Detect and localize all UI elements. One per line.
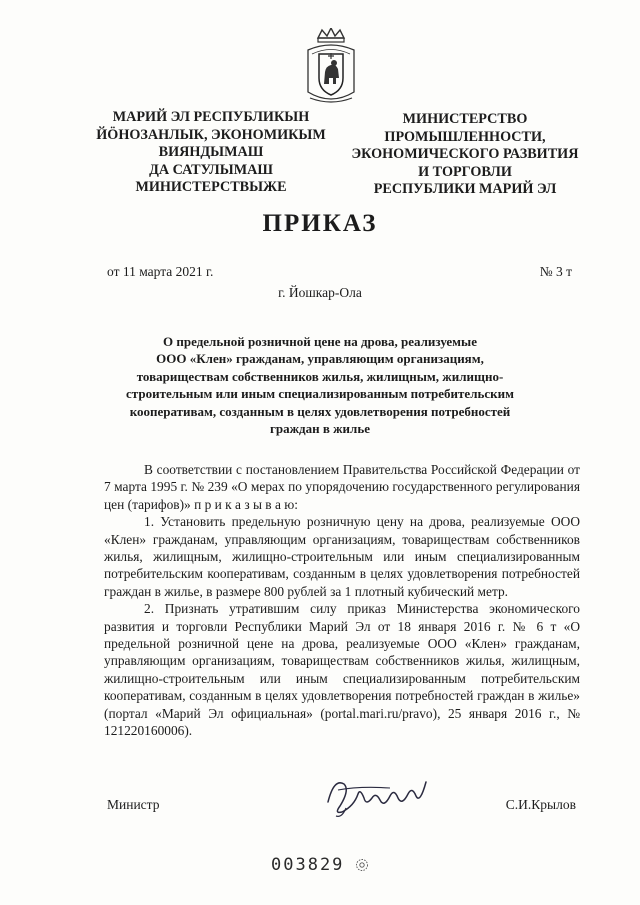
document-title: ПРИКАЗ xyxy=(262,210,378,237)
header-right-line: РЕСПУБЛИКИ МАРИЙ ЭЛ xyxy=(373,181,557,198)
body-paragraph-item-1: 1. Установить предельную розничную цену на дрова, реализуемые ООО «Клен» гражданам, управляющим организациям, товариществам собственников жилья, жилищным, жилищно-строительным или иным специализированным потребительским кооперативам, созданным в целях удовлетворения потребностей граждан в жилье, в размере 800 рублей за 1 плотный кубический метр. xyxy=(104,514,580,599)
order-subject xyxy=(100,333,540,437)
header-right-line: ПРОМЫШЛЕННОСТИ, xyxy=(384,128,546,145)
order-number: № 3 т xyxy=(539,264,572,279)
coat-of-arms-icon xyxy=(300,28,362,108)
order-city: г. Йошкар-Ола xyxy=(278,285,362,300)
signatory-name: С.И.Крылов xyxy=(505,797,576,812)
signatory-position: Министр xyxy=(107,797,160,812)
header-left-block xyxy=(92,109,330,197)
header-right-line: ЭКОНОМИЧЕСКОГО РАЗВИТИЯ xyxy=(351,146,579,163)
header-left-line: МАРИЙ ЭЛ РЕСПУБЛИКЫН xyxy=(112,109,310,125)
header-right-line: МИНИСТЕРСТВО xyxy=(402,111,528,127)
subject-line: О предельной розничной цене на дрова, реализуемые xyxy=(163,334,477,349)
order-date: от 11 марта 2021 г. xyxy=(107,264,214,279)
subject-line: граждан в жилье xyxy=(269,421,370,437)
header-right-block xyxy=(340,111,590,199)
subject-line: товариществам собственников жилья, жилищным, жилищно- xyxy=(136,368,504,384)
handwritten-signature xyxy=(320,768,440,820)
subject-line: кооперативам, созданным в целях удовлетворения потребностей xyxy=(129,403,511,419)
subject-line: ООО «Клен» гражданам, управляющим организациям, xyxy=(156,351,484,367)
rosette-icon xyxy=(355,858,369,872)
order-body xyxy=(104,461,580,740)
header-right-line: И ТОРГОВЛИ xyxy=(418,163,512,180)
header-left-line: ДА САТУЛЫМАШ xyxy=(149,161,273,178)
form-serial-number: 003829 xyxy=(271,855,345,875)
body-paragraph-preamble: В соответствии с постановлением Правительства Российской Федерации от 7 марта 1995 г. № 239 «О мерах по упорядочению государственного регулирования цен (тарифов)» п р и к а з ы в а ю: xyxy=(104,462,580,512)
header-left-line: ВИЯНДЫМАШ xyxy=(158,144,264,161)
header-left-line: ЙӦНОЗАНЛЫК, ЭКОНОМИКЫМ xyxy=(96,126,326,143)
body-paragraph-item-2: 2. Признать утратившим силу приказ Министерства экономического развития и торговли Республики Марий Эл от 18 января 2016 г. № 6 т «О предельной розничной цене на дрова, реализуемые ООО «Клен» гражданам, управляющим организациям, товариществам собственников жилья, жилищным, жилищно-строительным или иным специализированным потребительским кооперативам, созданным в целях удовлетворения потребностей граждан в жилье» (портал «Марий Эл официальная» (portal.mari.ru/pravo), 25 января 2016 г., № 121220160006). xyxy=(104,601,580,739)
header-left-line: МИНИСТЕРСТВЫЖЕ xyxy=(135,179,287,196)
subject-line: строительным или иным специализированным потребительским xyxy=(126,386,514,402)
